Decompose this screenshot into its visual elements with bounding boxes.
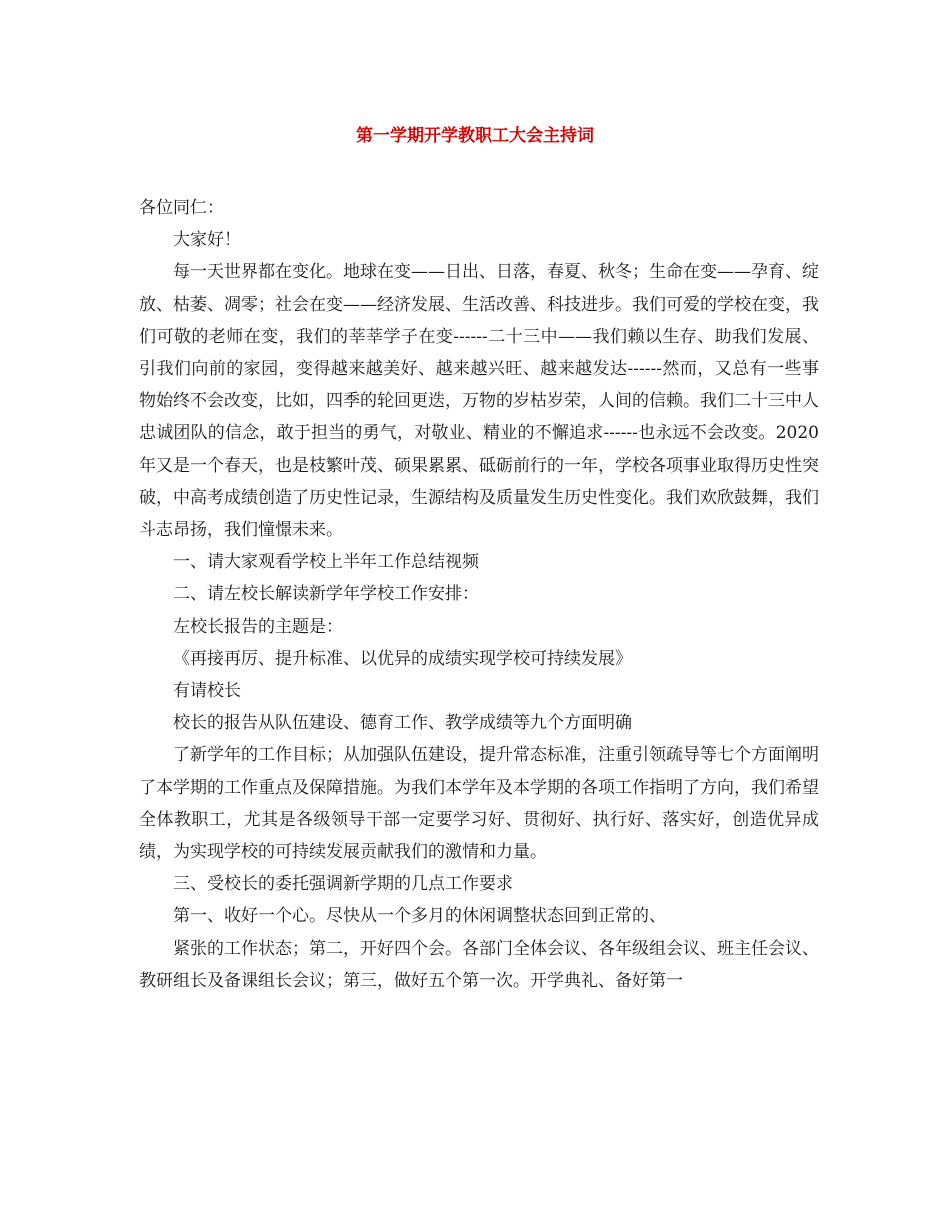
paragraph: 《再接再厉、提升标准、以优异的成绩实现学校可持续发展》 (173, 648, 632, 669)
paragraph: 了新学年的工作目标；从加强队伍建设，提升常态标准，注重引领疏导等七个方面阐明了本学期的工作重点及保障措施。为我们本学年及本学期的各项工作指明了方向，我们希望全体教职工，尤其是各级领导干部一定要学习好、贯彻好、执行好、落实好，创造优异成绩，为实现学校的可持续发展贡献我们的激情和力量。 (139, 745, 819, 863)
paragraph: 每一天世界都在变化。地球在变——日出、日落，春夏、秋冬；生命在变——孕育、绽放、枯萎、凋零；社会在变——经济发展、生活改善、科技进步。我们可爱的学校在变，我们可敬的老师在变，我们的莘莘学子在变------二十三中——我们赖以生存、助我们发展、引我们向前的家园，变得越来越美好、越来越兴旺、越来越发达------然而，又总有一些事物始终不会改变，比如，四季的轮回更迭，万物的岁枯岁荣，人间的信赖。我们二十三中人忠诚团队的信念，敢于担当的勇气，对敬业、精业的不懈追求------也永远不会改变。2020年又是一个春天，也是枝繁叶茂、硕果累累、砥砺前行的一年，学校各项事业取得历史性突破，中高考成绩创造了历史性记录，生源结构及质量发生历史性变化。我们欢欣鼓舞，我们斗志昂扬，我们憧憬未来。 (139, 262, 819, 541)
document-body (139, 192, 819, 997)
document-title: 第一学期开学教职工大会主持词 (356, 126, 594, 146)
paragraph: 有请校长 (173, 681, 241, 702)
paragraph: 左校长报告的主题是： (173, 616, 343, 637)
salutation: 各位同仁： (139, 198, 224, 218)
paragraph: 一、请大家观看学校上半年工作总结视频 (173, 552, 479, 573)
paragraph: 第一、收好一个心。尽快从一个多月的休闲调整状态回到正常的、 (173, 906, 666, 927)
paragraph: 校长的报告从队伍建设、德育工作、教学成绩等九个方面明确 (173, 713, 632, 734)
paragraph: 紧张的工作状态；第二，开好四个会。各部门全体会议、各年级组会议、班主任会议、教研组长及备课组长会议；第三，做好五个第一次。开学典礼、备好第一 (139, 938, 819, 991)
paragraph: 三、受校长的委托强调新学期的几点工作要求 (173, 874, 513, 895)
paragraph: 大家好！ (173, 230, 241, 251)
paragraph: 二、请左校长解读新学年学校工作安排： (173, 584, 479, 605)
